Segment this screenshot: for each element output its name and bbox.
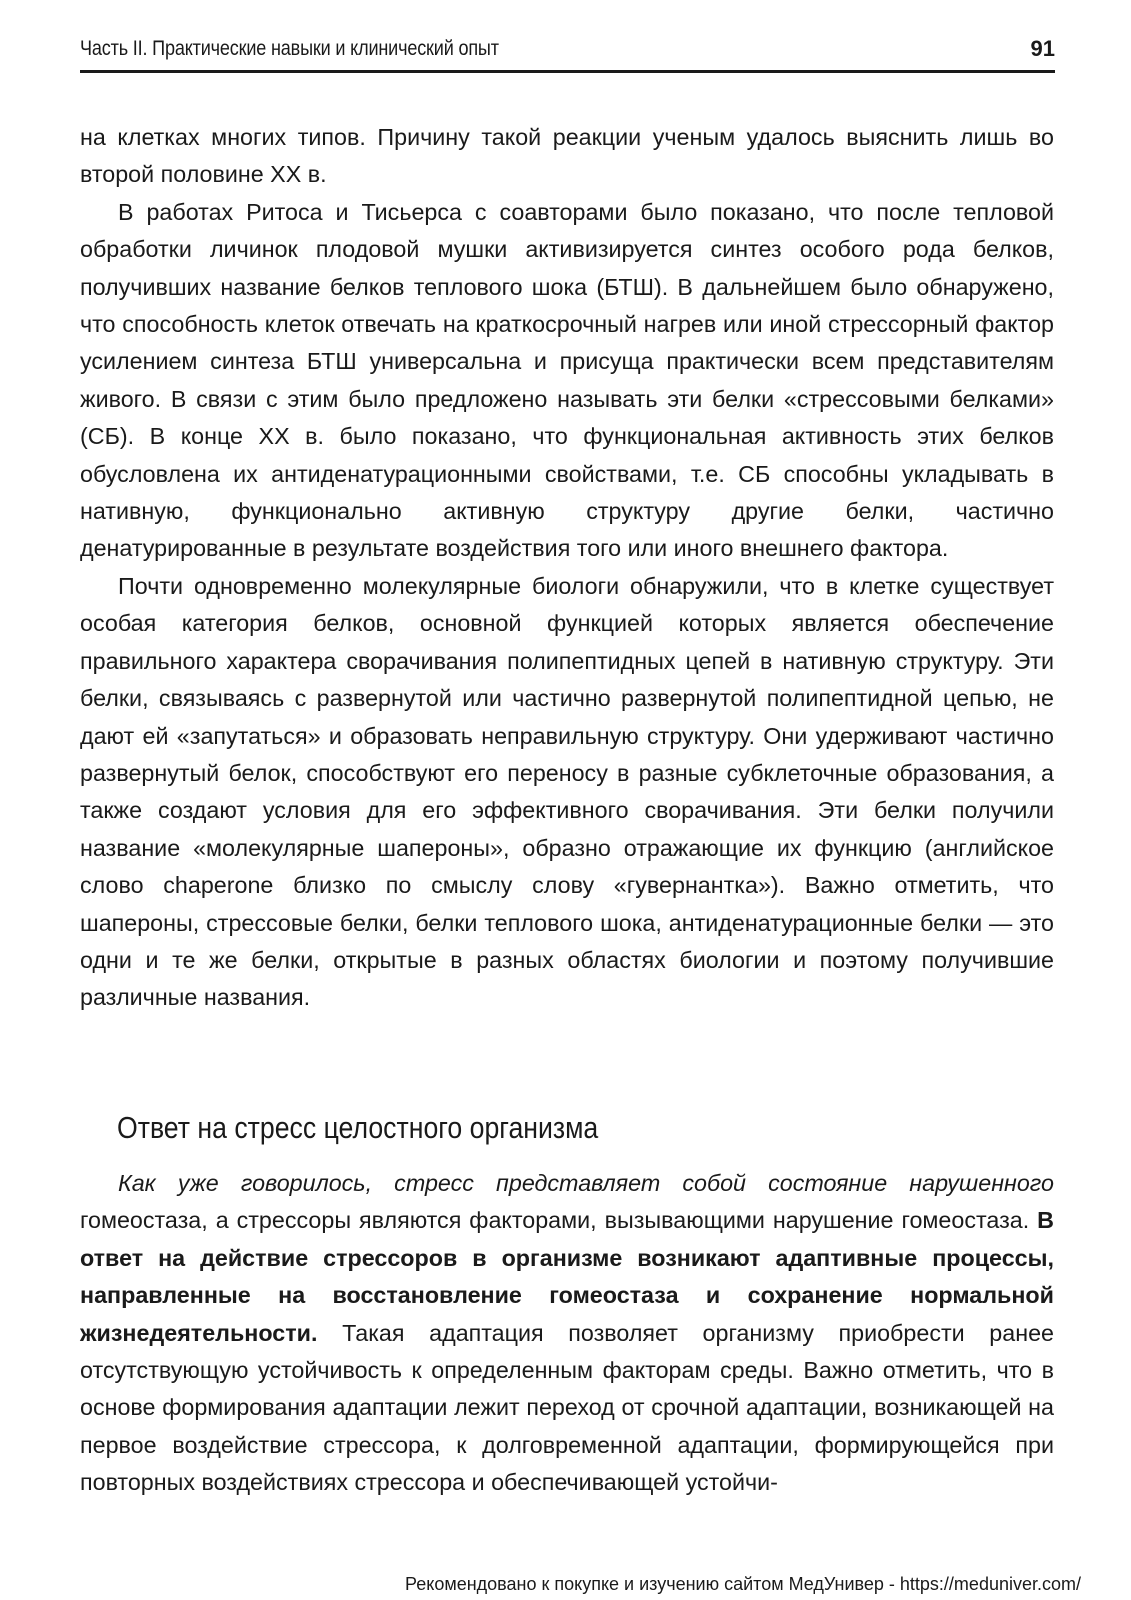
page-number: 91 [1030, 36, 1055, 61]
running-title: Часть II. Практические навыки и клинический опыт [80, 37, 499, 60]
section-text [80, 1165, 1054, 1502]
section-heading: Ответ на стресс целостного организма [117, 1110, 599, 1145]
text-after-bold: Такая адаптация позволяет организму приобрести ранее отсутствующую устойчивость к определенным факторам среды. Важно отметить, что в основе формирования адаптации лежит переход от срочной адаптации, возникающей на первое воздействие стрессора, к долговременной адаптации, формирующейся при повторных воздействиях стрессора и обеспечивающей устойчи- [80, 1319, 1054, 1496]
main-text [80, 119, 1054, 1017]
paragraph-organism-stress [80, 1165, 1054, 1502]
text-before-bold: гомеостаза, а стрессоры являются факторами, вызывающими нарушение гомеостаза. [80, 1207, 1038, 1234]
header-divider [80, 70, 1055, 73]
italic-lead: Как уже говорилось, стресс представляет собой состояние нарушенного [118, 1170, 1054, 1196]
running-head [80, 34, 1055, 64]
paragraph-chaperones: Почти одновременно молекулярные биологи обнаружили, что в клетке существует особая категория белков, основной функцией которых является обеспечение правильного характера сворачивания полипептидных цепей в нативную структуру. Эти белки, связываясь с развернутой или частично развернутой полипептидной цепью, не дают ей «запутаться» и образовать неправильную структуру. Они удерживают частично развернутый белок, способствуют его переносу в разные субклеточные образования, а также создают условия для его эффективного сворачивания. Эти белки получили название «молекулярные шапероны», образно отражающие их функцию (английское слово chaperone близко по смыслу слову «гувернантка»). Важно отметить, что шапероны, стрессовые белки, белки теплового шока, антиденатурационные белки — это одни и те же белки, открытые в разных областях биологии и поэтому получившие различные названия. [80, 572, 1054, 1011]
paragraph-heat-shock-proteins: В работах Ритоса и Тисьерса с соавторами было показано, что после тепловой обработки личинок плодовой мушки активизируется синтез особого рода белков, получивших название белков теплового шока (БТШ). В дальнейшем было обнаружено, что способность клеток отвечать на краткосрочный нагрев или иной стрессорный фактор усилением синтеза БТШ универсальна и присуща практически всем представителям живого. В связи с этим было предложено называть эти белки «стрессовыми белками» (СБ). В конце XX в. было показано, что функциональная активность этих белков обусловлена их антиденатурационными свойствами, т.е. СБ способны укладывать в нативную, функционально активную структуру другие белки, частично денатурированные в результате воздействия того или иного внешнего фактора. [80, 198, 1054, 562]
bold-statement: В ответ на действие стрессоров в организме возникают адаптивные процессы, направленные на восстановление гомеостаза и сохранение нормальной жизнедеятельности. [80, 1207, 1054, 1346]
footer-recommendation: Рекомендовано к покупке и изучению сайтом МедУнивер - https://meduniver.com/ [405, 1574, 1081, 1594]
paragraph-continuation: на клетках многих типов. Причину такой реакции ученым удалось выяснить лишь во второй половине XX в. [80, 124, 1054, 188]
